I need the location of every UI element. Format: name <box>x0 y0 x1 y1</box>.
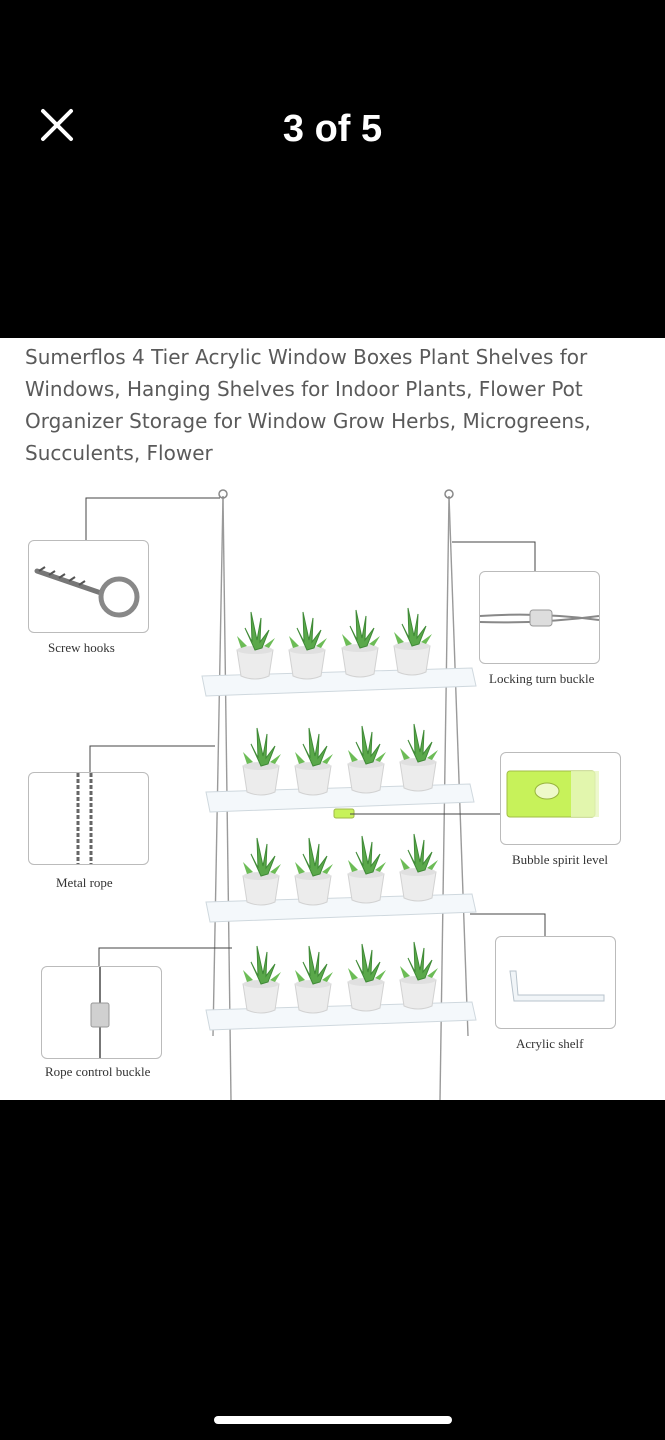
screw-hooks-thumbnail <box>28 540 149 633</box>
product-image[interactable] <box>0 338 665 1100</box>
bubble-spirit-level-label: Bubble spirit level <box>512 852 609 867</box>
acrylic-shelf-label: Acrylic shelf <box>516 1036 584 1051</box>
product-title: Sumerflos 4 Tier Acrylic Window Boxes Plant Shelves for Windows, Hanging Shelves for Indoor Plants, Flower Pot Organizer Storage for Window Grow Herbs, Microgreens, Succulents, Flower <box>25 345 591 465</box>
screw-hooks-label: Screw hooks <box>48 640 115 655</box>
image-counter: 3 of 5 <box>282 108 383 150</box>
acrylic-shelf-icon <box>496 937 615 1028</box>
screw-hook-icon <box>29 541 148 632</box>
rope-control-buckle-label: Rope control buckle <box>45 1064 151 1079</box>
shelf-diagram <box>0 476 665 1100</box>
metal-rope-label: Metal rope <box>56 875 113 890</box>
acrylic-shelf-thumbnail <box>495 936 616 1029</box>
bubble-spirit-level-thumbnail <box>500 752 621 845</box>
metal-rope-icon <box>29 773 148 864</box>
home-indicator[interactable] <box>214 1416 452 1424</box>
locking-turn-buckle-thumbnail <box>479 571 600 664</box>
locking-turn-buckle-label: Locking turn buckle <box>489 671 595 686</box>
turn-buckle-icon <box>480 572 599 663</box>
metal-rope-thumbnail <box>28 772 149 865</box>
rope-control-buckle-thumbnail <box>41 966 162 1059</box>
rope-control-buckle-icon <box>42 967 161 1058</box>
bubble-level-icon <box>501 753 620 844</box>
viewer-top-bar <box>0 0 665 338</box>
